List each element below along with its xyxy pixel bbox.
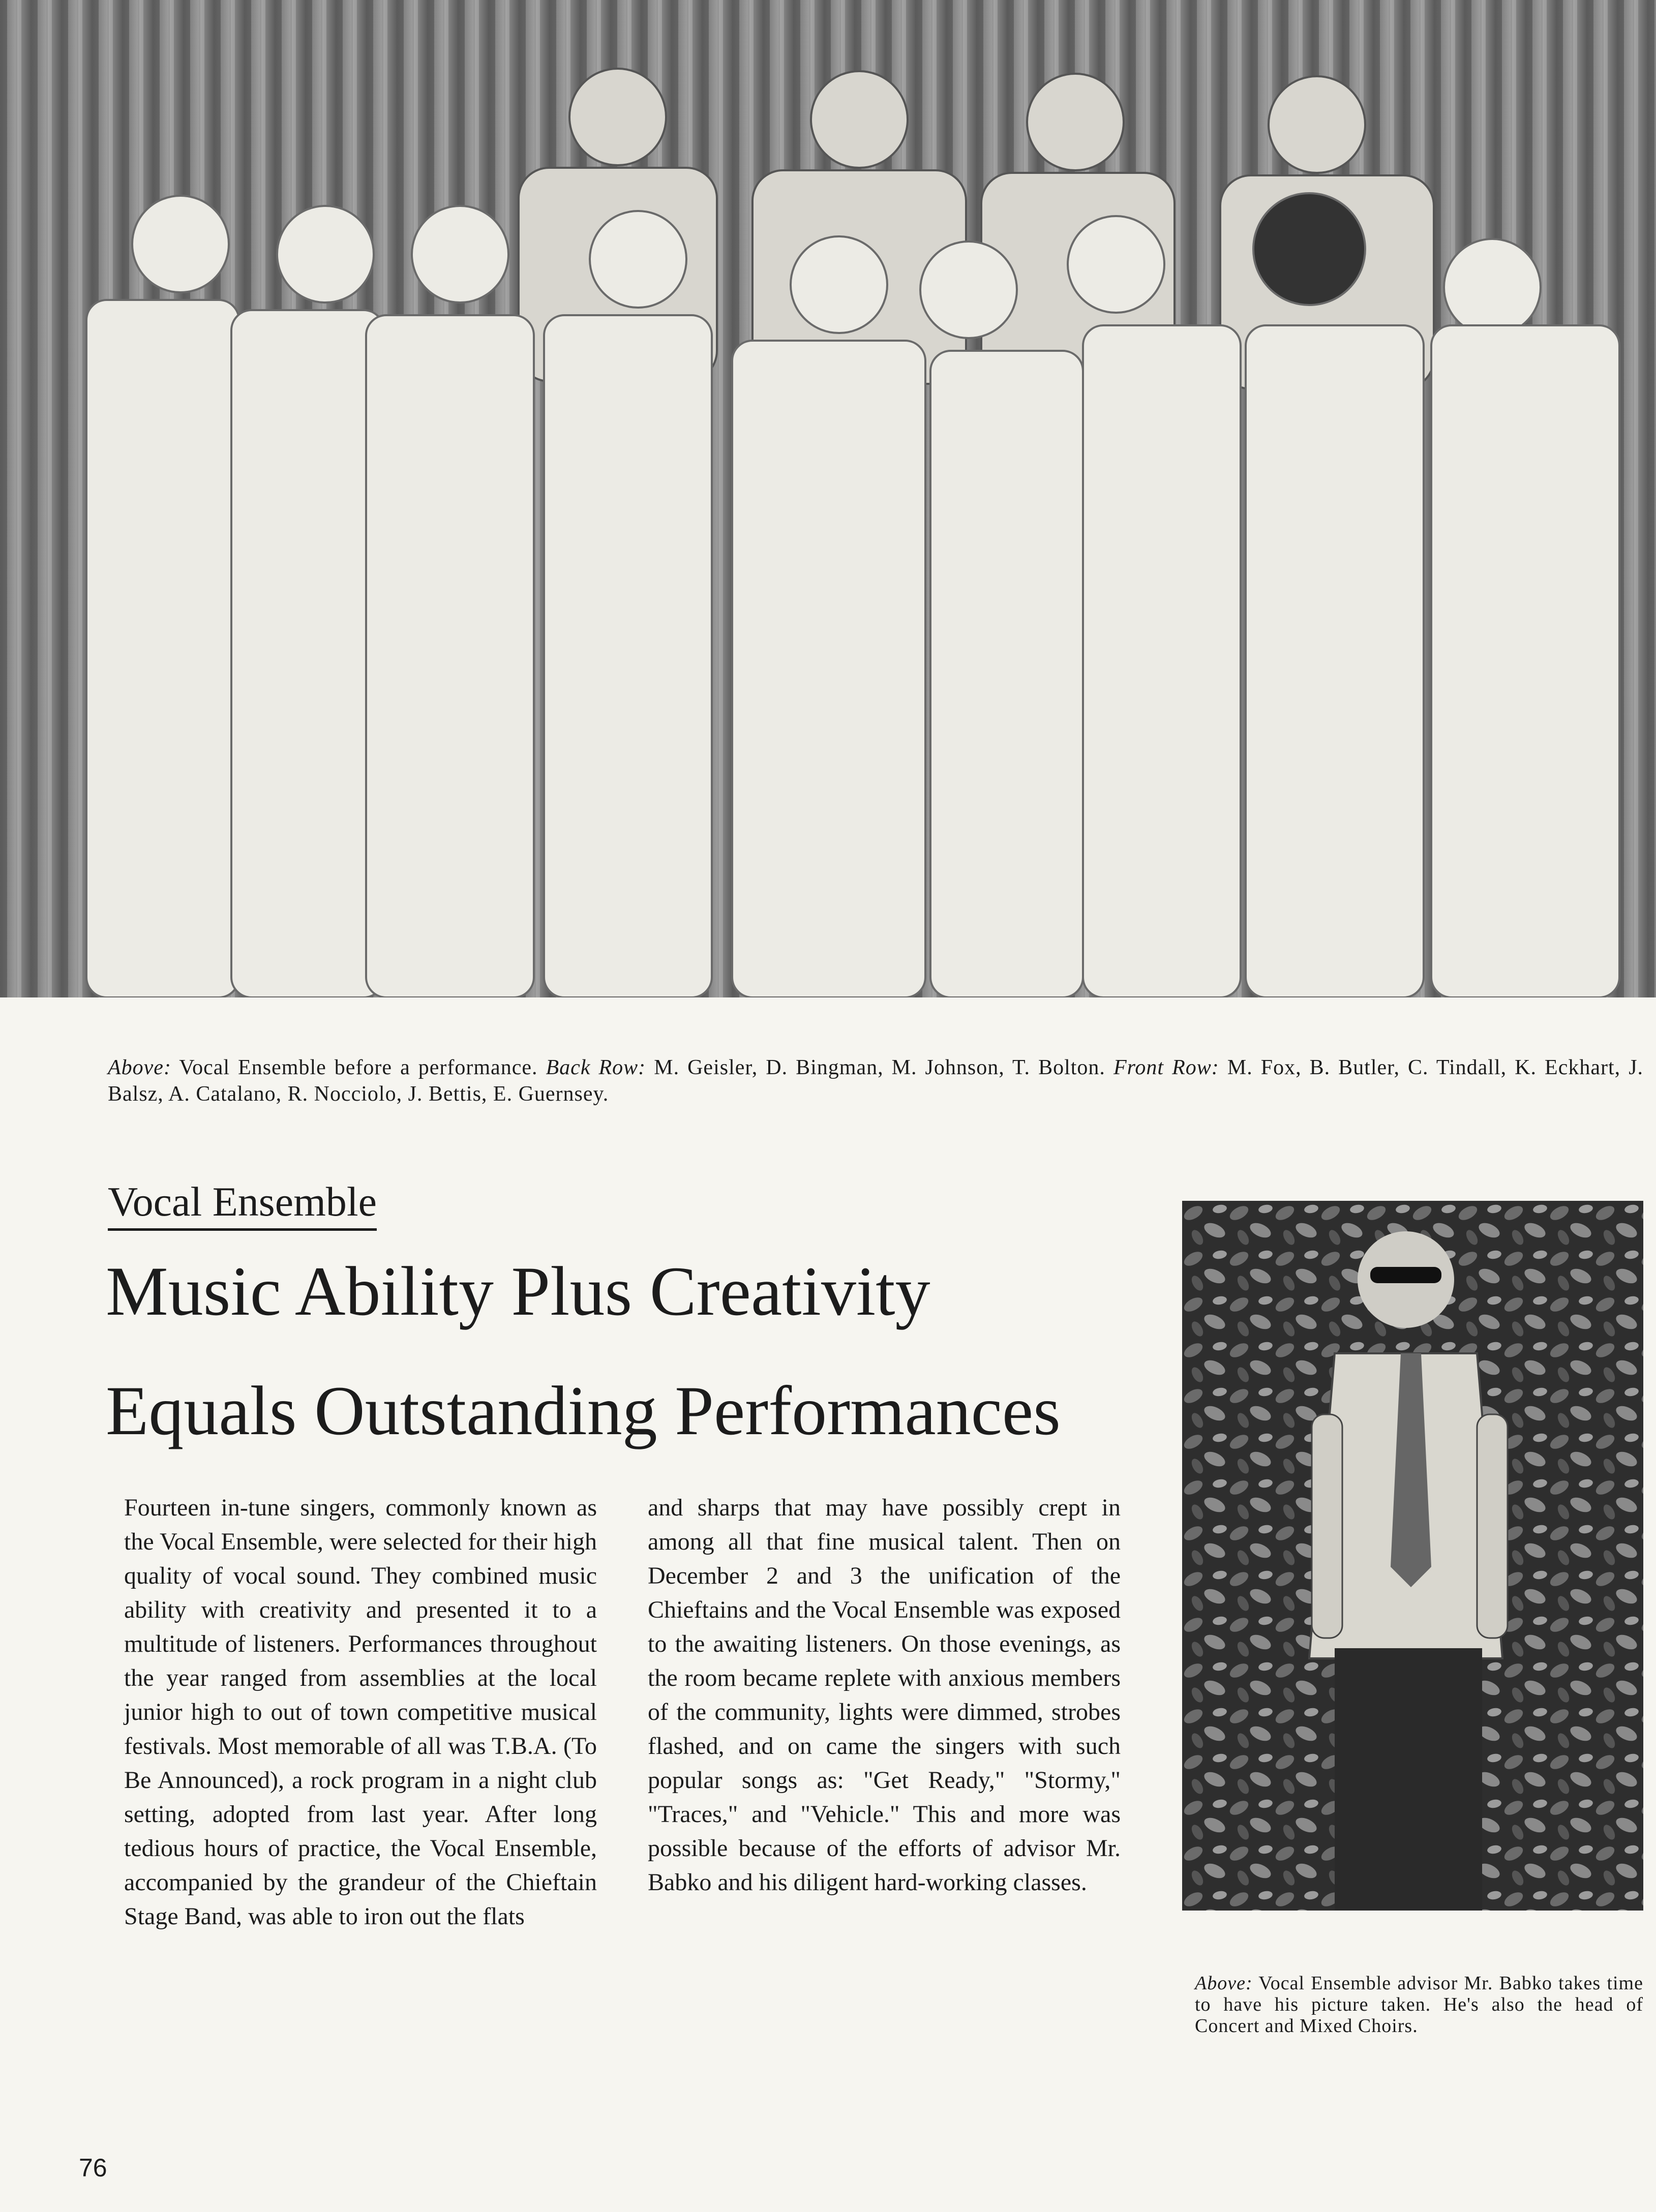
body-column-2: and sharps that may have possibly crept in among all that fine musical talent. Then on December 2 and 3 the unification of the Chieftains and the Vocal Ensemble was exposed to the awaiting listeners. On those evenings, as the room became replete with anxious members of the community, lights were dimmed, strobes flashed, and on came the singers with such popular songs as: "Get Ready," "Stormy," "Traces," and "Vehicle." This and more was possible because of the efforts of advisor Mr. Babko and his diligent hard-working classes. bbox=[648, 1494, 1121, 1896]
caption-front-row-names: M. Fox, B. Butler, C. Tindall, K. Eckhart, J. Balsz, A. Catalano, R. Nocciolo, J. Bettis, E. Guernsey. bbox=[108, 1056, 1644, 1106]
advisor-photo-graphic bbox=[1182, 1201, 1643, 1911]
page-number: 76 bbox=[79, 2154, 107, 2182]
caption-front-row-label: Front Row: bbox=[1113, 1056, 1219, 1079]
advisor-caption-above-label: Above: bbox=[1195, 1973, 1253, 1994]
caption-description: Vocal Ensemble before a performance. bbox=[179, 1056, 538, 1079]
advisor-caption-text: Vocal Ensemble advisor Mr. Babko takes time to have his picture taken. He's also the head of Concert and Mixed Choirs. bbox=[1195, 1973, 1643, 2037]
advisor-photo bbox=[1182, 1201, 1643, 1911]
headline-line-1: Music Ability Plus Creativity bbox=[106, 1252, 930, 1330]
advisor-photo-caption bbox=[1195, 1973, 1643, 2037]
body-column-1: Fourteen in-tune singers, commonly known as the Vocal Ensemble, were selected for their high quality of vocal sound. They combined music ability with creativity and presented it to a multitude of listeners. Performances throughout the year ranged from assemblies at the local junior high to out of town competitive musical festivals. Most memorable of all was T.B.A. (To Be Announced), a rock program in a night club setting, adopted from last year. After long tedious hours of practice, the Vocal Ensemble, accompanied by the grandeur of the Chieftain Stage Band, was able to iron out the flats bbox=[124, 1494, 597, 1930]
caption-back-row-label: Back Row: bbox=[546, 1056, 646, 1079]
ensemble-group-photo bbox=[0, 0, 1656, 997]
ensemble-photo-caption bbox=[108, 1054, 1643, 1107]
section-label: Vocal Ensemble bbox=[108, 1177, 377, 1231]
ensemble-photo-graphic bbox=[0, 0, 1656, 997]
headline-line-2: Equals Outstanding Performances bbox=[106, 1372, 1061, 1449]
caption-back-row-names: M. Geisler, D. Bingman, M. Johnson, T. Bolton. bbox=[654, 1056, 1105, 1079]
caption-above-label: Above: bbox=[108, 1056, 171, 1079]
